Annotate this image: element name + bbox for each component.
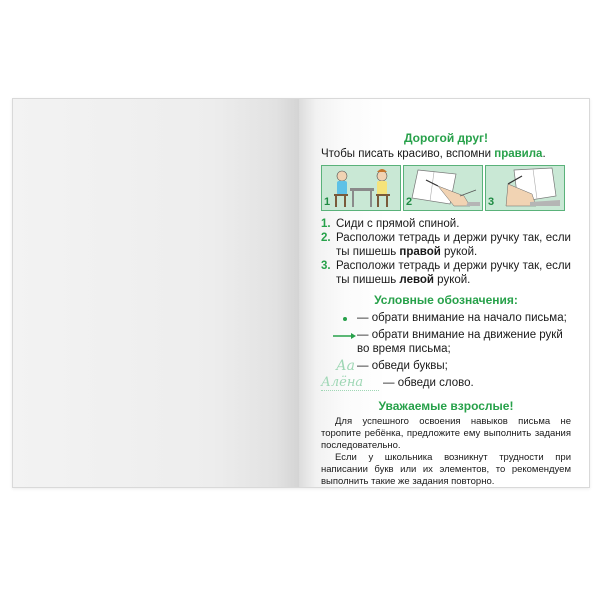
- page-content: [321, 131, 571, 488]
- greeting-heading: Дорогой друг!: [403, 131, 489, 145]
- rule-number: 1.: [321, 218, 331, 230]
- intro-text-end: .: [542, 148, 546, 160]
- rule-bold-word: левой: [399, 274, 434, 286]
- left-page: [13, 99, 299, 487]
- legend-item: [321, 376, 571, 391]
- rule-number: 2.: [321, 232, 331, 244]
- adults-paragraph: Если у школьника возникнут трудности при написании букв или их элементов, то рекомендуем выполнить такие же задания повторно.: [321, 452, 571, 487]
- legend-item: [321, 328, 571, 356]
- legend-list: [321, 311, 571, 391]
- legend-item: [321, 359, 571, 373]
- adults-note: [321, 416, 571, 488]
- intro-text-start: Чтобы писать красиво, вспомни: [321, 148, 495, 160]
- intro-highlight: правила: [494, 148, 543, 160]
- dot-start-icon: [321, 311, 357, 325]
- rule-bold-word: правой: [399, 246, 441, 258]
- rules-list: [321, 217, 571, 287]
- trace-letters-icon: Аа: [336, 358, 355, 374]
- right-page: [299, 99, 589, 487]
- rule-item: [321, 259, 571, 287]
- picture-number: 2: [406, 196, 413, 208]
- legend-item: [321, 311, 571, 325]
- adults-paragraph: Для успешного освоения навыков письма не торопите ребёнка, предложите ему выполнить задания последовательно.: [321, 416, 571, 451]
- rule-text: Сиди с прямой спиной.: [336, 218, 460, 230]
- rule-text-end: рукой.: [440, 246, 478, 258]
- legend-text: — обведи буквы;: [357, 360, 448, 372]
- picture-number: 3: [488, 196, 495, 208]
- legend-text: — обрати внимание на движение рукй во время письма;: [357, 329, 563, 355]
- notebook-hand-icon: [404, 166, 482, 210]
- picture-number: 1: [324, 196, 331, 208]
- sitting-children-illustration: [321, 165, 401, 211]
- intro-text: [321, 147, 571, 161]
- rule-text-start: Расположи тетрадь и держи ручку так, если ты пишешь: [336, 260, 571, 286]
- legend-text: — обрати внимание на начало письма;: [357, 312, 567, 324]
- workbook-spread: [12, 98, 590, 488]
- posture-pictures: [321, 165, 571, 211]
- arrow-direction-icon: [321, 328, 357, 342]
- rule-text-end: рукой.: [433, 274, 471, 286]
- rule-item: [321, 217, 571, 231]
- notebook-left-hand-illustration: [485, 165, 565, 211]
- legend-text: — обведи слово.: [383, 377, 474, 389]
- rule-number: 3.: [321, 260, 331, 272]
- rule-item: [321, 231, 571, 259]
- sitting-children-icon: [322, 166, 400, 210]
- legend-title: Условные обозначения:: [374, 293, 518, 307]
- notebook-hand-icon: [486, 166, 564, 210]
- rule-text: [336, 259, 571, 287]
- rule-text: [336, 231, 571, 259]
- rule-text-start: Расположи тетрадь и держи ручку так, если ты пишешь: [336, 232, 571, 258]
- adults-heading: Уважаемые взрослые!: [378, 399, 514, 413]
- notebook-right-hand-illustration: [403, 165, 483, 211]
- trace-word-icon: Алёна: [321, 376, 379, 391]
